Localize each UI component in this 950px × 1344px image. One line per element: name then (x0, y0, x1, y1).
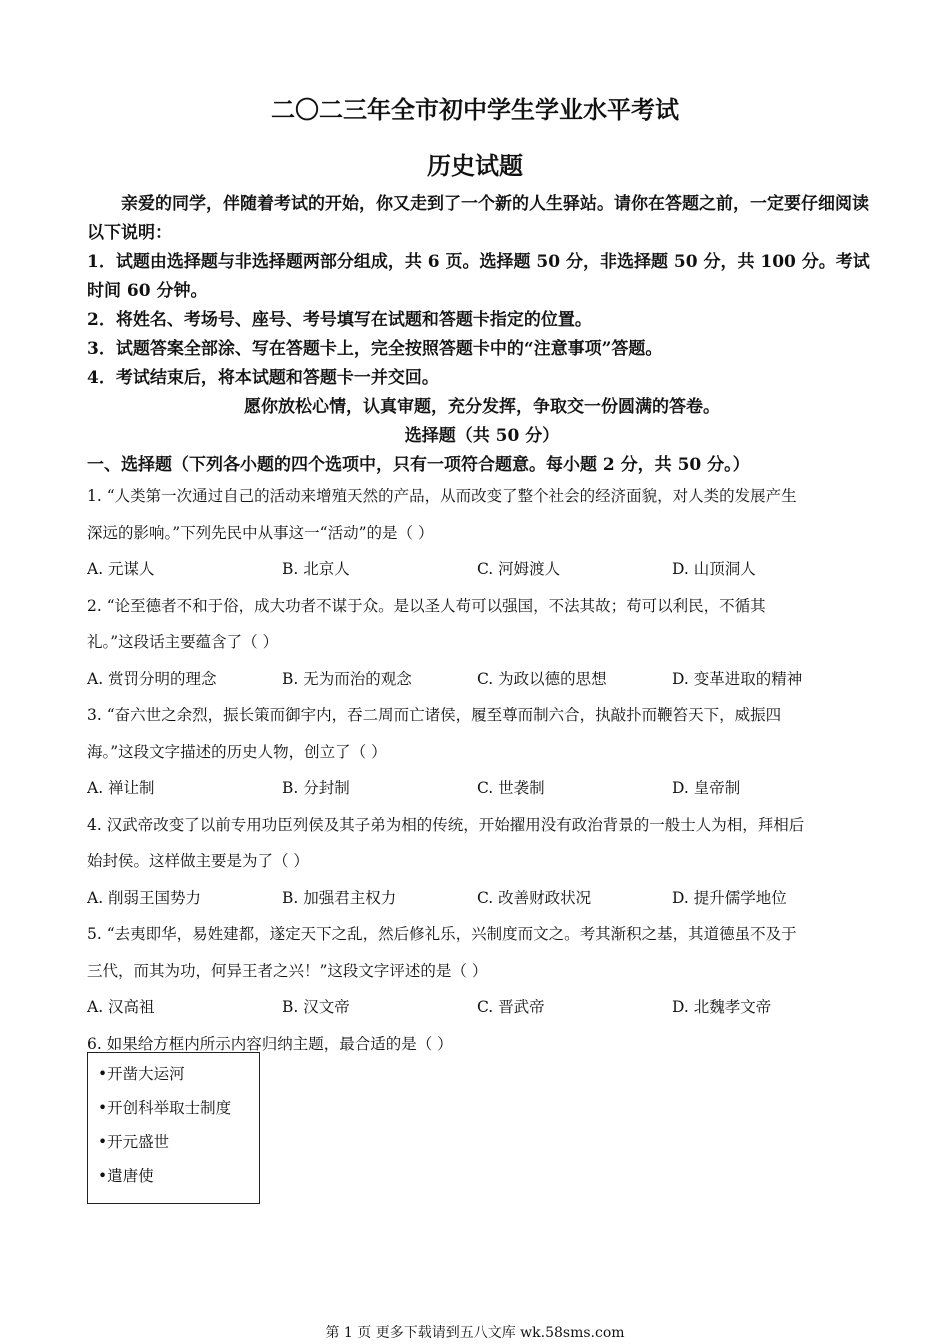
question-stem: 2. “论至德者不和于俗，成大功者不谋于众。是以圣人苟可以强国，不法其故；苟可以利民，不循其 (87, 596, 766, 615)
option-d: D. 皇帝制 (672, 779, 741, 797)
option-b: B. 北京人 (282, 560, 350, 578)
box-item: •开元盛世 (98, 1133, 170, 1151)
question-stem: 三代，而其为功，何异王者之兴！”这段文字评述的是（ ） (87, 961, 488, 980)
question-stem: 3. “奋六世之余烈，振长策而御宇内，吞二周而亡诸侯，履至尊而制六合，执敲扑而鞭笞天下，威振四 (87, 706, 782, 724)
note-4: 4．考试结束后，将本试题和答题卡一并交回。 (87, 368, 439, 388)
question-3 (87, 697, 877, 807)
question-list (87, 478, 877, 1062)
question-stem: 海。”这段文字描述的历史人物，创立了（ ） (87, 742, 387, 761)
question-stem: 始封侯。这样做主要是为了（ ） (87, 852, 309, 870)
option-b: B. 分封制 (282, 779, 350, 797)
instructions (87, 190, 877, 480)
option-row (87, 661, 877, 698)
question-stem: 6. 如果给方框内所示内容归纳主题，最合适的是（ ） (87, 1034, 453, 1053)
option-d: D. 山顶洞人 (672, 560, 756, 578)
note-3: 3．试题答案全部涂、写在答题卡上，完全按照答题卡中的“注意事项”答题。 (87, 339, 663, 359)
option-d: D. 提升儒学地位 (672, 888, 787, 907)
option-a: A. 元谋人 (87, 560, 155, 578)
option-c: C. 为政以德的思想 (477, 669, 607, 688)
question-2 (87, 588, 877, 698)
option-a: A. 禅让制 (87, 779, 155, 797)
question-stem: 礼。”这段话主要蕴含了（ ） (87, 633, 279, 651)
option-d: D. 变革进取的精神 (672, 669, 803, 688)
question-stem: 4. 汉武帝改变了以前专用功臣列侯及其子弟为相的传统，开始擢用没有政治背景的一般士人为相，拜相后 (87, 815, 805, 834)
box-item: •开创科举取士制度 (98, 1099, 232, 1117)
option-c: C. 河姆渡人 (477, 560, 561, 578)
box-item: •开凿大运河 (98, 1065, 185, 1083)
wish: 愿你放松心情，认真审题，充分发挥，争取交一份圆满的答卷。 (244, 397, 720, 417)
section-instruction: 一、选择题（下列各小题的四个选项中，只有一项符合题意。每小题 2 分，共 50 分。） (87, 455, 750, 475)
exam-subtitle: 历史试题 (427, 151, 523, 180)
note-2: 2．将姓名、考场号、座号、考号填写在试题和答题卡指定的位置。 (87, 310, 592, 330)
exam-title: 二〇二三年全市初中学生学业水平考试 (271, 95, 679, 124)
page-footer: 第 1 页 更多下载请到五八文库 wk.58sms.com (325, 1325, 625, 1341)
note-1: 1．试题由选择题与非选择题两部分组成，共 6 页。选择题 50 分，非选择题 50 分，共 100 分。考试时间 60 分钟。 (87, 252, 870, 301)
option-c: C. 世袭制 (477, 779, 545, 797)
option-row (87, 770, 877, 807)
question-stem: 1. “人类第一次通过自己的活动来增殖天然的产品，从而改变了整个社会的经济面貌，对人类的发展产生 (87, 487, 797, 505)
option-a: A. 汉高祖 (87, 998, 155, 1016)
section-title: 选择题（共 50 分） (404, 426, 560, 446)
box-item: •遣唐使 (98, 1167, 154, 1185)
option-row (87, 989, 877, 1026)
option-c: C. 改善财政状况 (477, 888, 592, 907)
option-row (87, 551, 877, 588)
question-stem: 深远的影响。”下列先民中从事这一“活动”的是（ ） (87, 523, 434, 542)
question-5 (87, 916, 877, 1026)
option-b: B. 加强君主权力 (282, 888, 397, 907)
option-b: B. 汉文帝 (282, 998, 350, 1016)
greeting: 亲爱的同学，伴随着考试的开始，你又走到了一个新的人生驿站。请你在答题之前，一定要仔细阅读以下说明： (87, 194, 869, 243)
option-a: A. 削弱王国势力 (87, 888, 202, 907)
option-b: B. 无为而治的观念 (282, 669, 412, 688)
option-c: C. 晋武帝 (477, 998, 545, 1016)
question-1 (87, 478, 877, 588)
option-a: A. 赏罚分明的理念 (87, 669, 217, 688)
question-stem: 5. “去夷即华，易姓建都，遂定天下之乱，然后修礼乐，兴制度而文之。考其渐积之基，其道德虽不及于 (87, 925, 797, 943)
content-box (87, 1052, 260, 1204)
option-row (87, 880, 877, 917)
question-4 (87, 807, 877, 917)
option-d: D. 北魏孝文帝 (672, 998, 772, 1016)
